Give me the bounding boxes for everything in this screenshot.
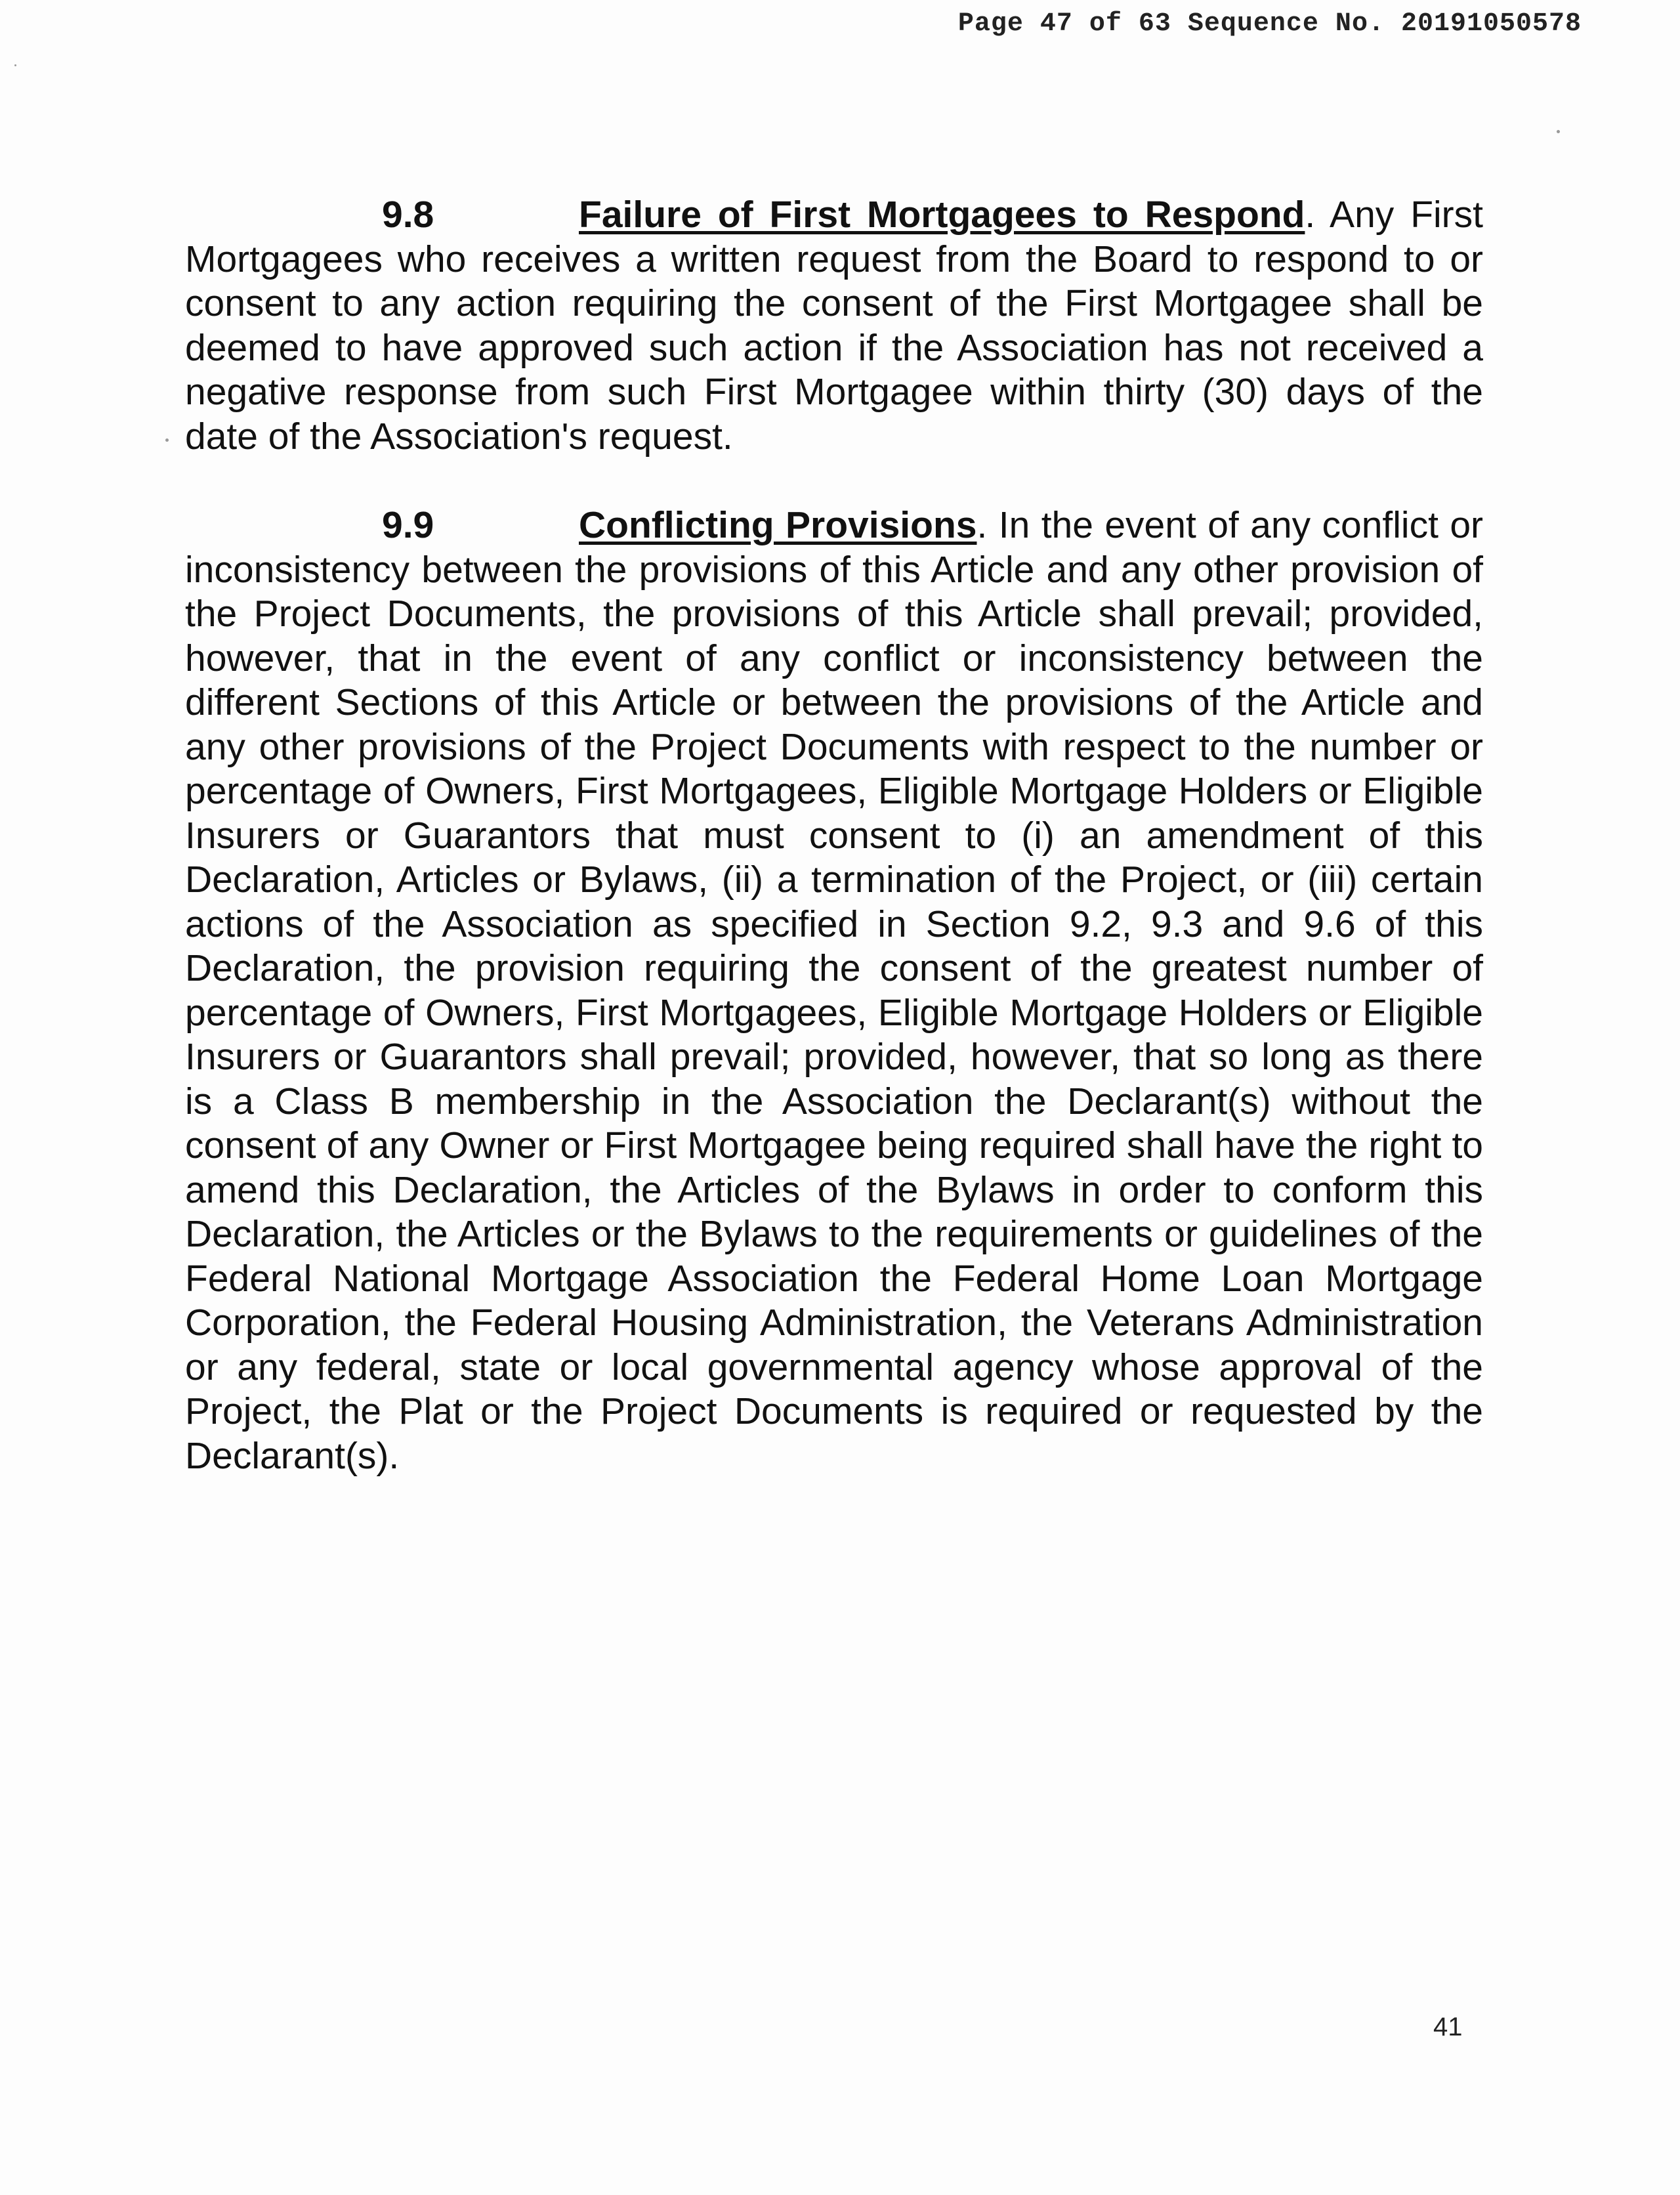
page-number: 41 [1433,2013,1463,2041]
section-body: Any First Mortgagees who receives a written request from the Board to respond to or consent to any action requiring the consent of the First Mortgagee shall be deemed to have approved such action if the Association has not received a negative response from such First Mortgagee within thirty (30) days of the date of the Association's request. [185,194,1484,458]
section-number: 9.8 [382,194,434,236]
recording-stamp: Page 47 of 63 Sequence No. 20191050578 [957,9,1582,39]
section-title: Failure of First Mortgagees to Respond [579,194,1305,236]
scan-speck [1557,130,1560,133]
scan-speck [14,64,16,66]
section-9-8 [185,193,1483,459]
section-title-end: . [976,504,988,546]
scan-speck [165,438,169,442]
section-body: In the event of any conflict or inconsistency between the provisions of this Article and any other provision of the Project Documents, the provisions of this Article shall prevail; provided, however, that in the event of any conflict or inconsistency between the different Sections of this Article or between the provisions of the Article and any other provisions of the Project Documents with respect to the number or percentage of Owners, First Mortgagees, Eligible Mortgage Holders or Eligible Insurers or Guarantors that must consent to (i) an amendment of this Declaration, Articles or Bylaws, (ii) a termination of the Project, or (iii) certain actions of the Association as specified in Section 9.2, 9.3 and 9.6 of this Declaration, the provision requiring the consent of the greatest number of percentage of Owners, First Mortgagees, Eligible Mortgage Holders or Eligible Insurers or Guarantors shall prevail; provided, however, that so long as there is a Class B membership in the Association the Declarant(s) without the consent of any Owner or First Mortgagee being required shall have the right to amend this Declaration, the Articles of the Bylaws in order to conform this Declaration, the Articles or the Bylaws to the requirements or guidelines of the Federal National Mortgage Association the Federal Home Loan Mortgage Corporation, the Federal Housing Administration, the Veterans Administration or any federal, state or local governmental agency whose approval of the Project, the Plat or the Project Documents is required or requested by the Declarant(s). [185,504,1484,1477]
section-title-end: . [1305,194,1316,236]
section-title: Conflicting Provisions [579,504,977,546]
section-number: 9.9 [382,504,434,546]
section-9-9 [185,503,1483,1478]
